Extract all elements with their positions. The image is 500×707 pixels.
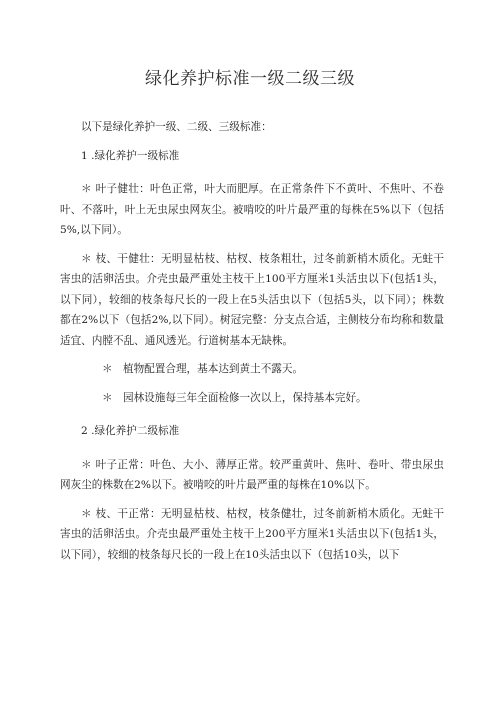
section1-item-planting [60,359,444,380]
planting-text: 植物配置合理，基本达到黄土不露天。 [123,363,304,375]
bullet-star: ＊ [102,391,113,404]
section1-item-branches: ＊ 枝、干健壮：无明显枯枝、枯杈、枝条粗壮，过冬前新梢木质化。无蛀干害虫的活卵活虫。介壳虫最严重处主枝干上100平方厘米1头活虫以下(包括1头，以下同），较细的枝条每尺长的一段上在5头活虫以下（包括5头，以下同）；株数都在2%以下（包括2%,以下同）。树冠完整：分支点合适，主侧枝分布均称和数量适宜、内膛不乱、通风透光。行道树基本无缺株。 [60,252,444,347]
section2-item-branches: ＊ 枝、干正常：无明显枯枝、枯杈，枝条健壮，过冬前新梢木质化。无蛀干害虫的活卵活虫。介壳虫最严重处主枝干上200平方厘米1头活虫以下(包括1头，以下同），较细的枝条每尺长的一段上在10头活虫以下（包括10头，以下 [60,507,444,561]
section-heading-2: 2 .绿化养护二级标准 [81,425,180,437]
section1-item-facilities [60,388,444,409]
section1-item-leaves: ＊ 叶子健壮：叶色正常，叶大而肥厚。在正常条件下不黄叶、不焦叶、不卷叶、不落叶，叶上无虫尿虫网灰尘。被啃咬的叶片最严重的每株在5%以下（包括5%,以下同）。 [60,183,444,236]
document-body [60,117,444,573]
facilities-text: 园林设施每三年全面检修一次以上，保持基本完好。 [123,391,367,404]
bullet-star: ＊ [102,363,113,375]
section2-item-leaves: ＊ 叶子正常：叶色、大小、薄厚正常。较严重黄叶、焦叶、卷叶、带虫尿虫网灰尘的株数在2%以下。被啃咬的叶片最严重的每株在10%以下。 [60,458,444,491]
intro-paragraph: 以下是绿化养护一级、二级、三级标准： [81,121,272,133]
document-title: 绿化养护标准一级二级三级 [145,69,355,89]
section-heading-1: 1 .绿化养护一级标准 [81,149,180,162]
